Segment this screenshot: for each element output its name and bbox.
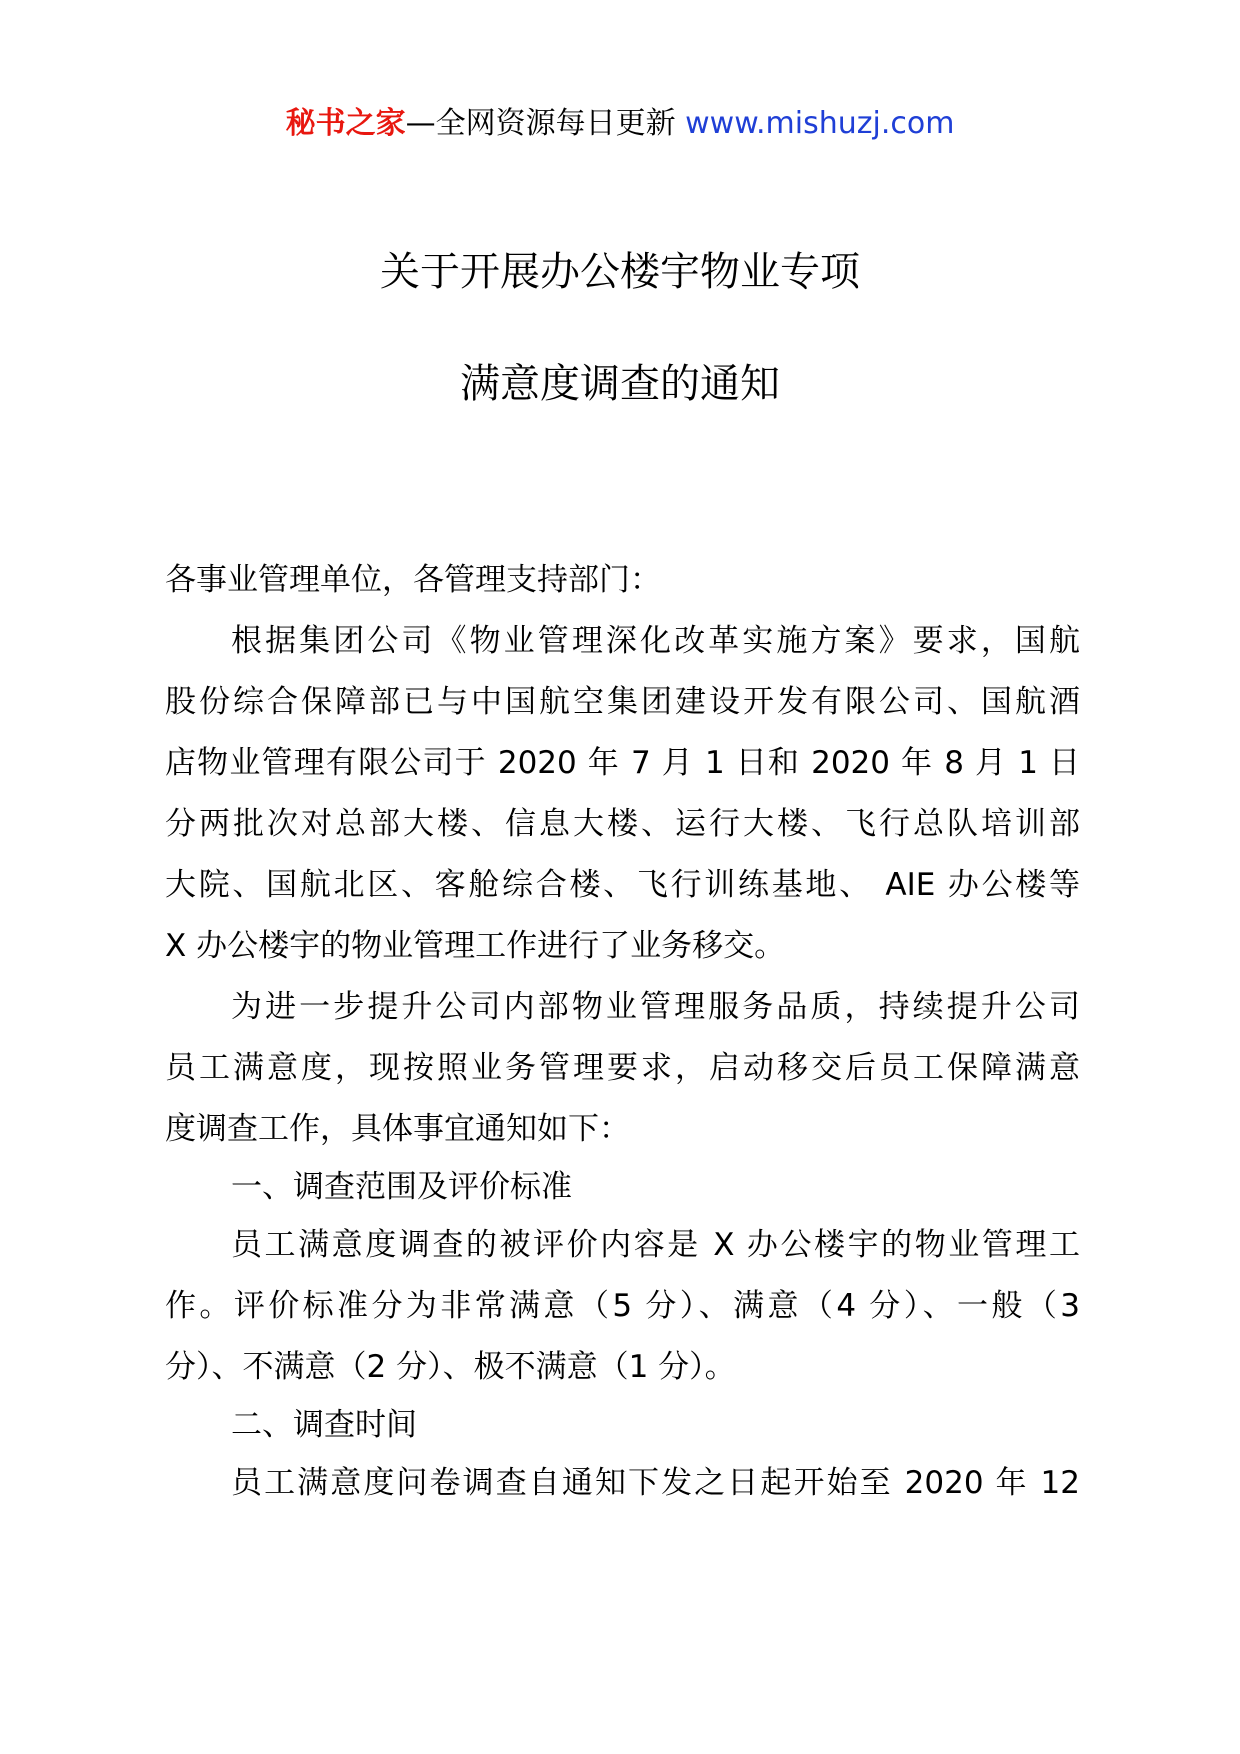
document-body [165, 550, 1080, 1514]
paragraph-line: 员工满意度调查的被评价内容是 X 办公楼宇的物业管理工 [231, 1227, 1080, 1263]
document-title-line-2: 满意度调查的通知 [460, 361, 780, 407]
site-url-link[interactable]: www.mishuzj.com [685, 106, 955, 141]
paragraph-line: 分）、不满意（2 分）、极不满意（1 分）。 [165, 1349, 736, 1385]
document-title-line-1: 关于开展办公楼宇物业专项 [380, 249, 860, 295]
paragraph-line: 分两批次对总部大楼、信息大楼、运行大楼、飞行总队培训部 [165, 806, 1080, 842]
section-heading-2: 二、调查时间 [231, 1407, 417, 1443]
paragraph-line: X 办公楼宇的物业管理工作进行了业务移交。 [165, 928, 786, 964]
paragraph-line: 大院、国航北区、客舱综合楼、飞行训练基地、 AIE 办公楼等 [165, 867, 1080, 903]
paragraph-line: 根据集团公司《物业管理深化改革实施方案》要求，国航 [231, 623, 1080, 659]
section-heading-1: 一、调查范围及评价标准 [231, 1169, 572, 1205]
header-tagline: —全网资源每日更新 [405, 106, 686, 141]
paragraph-line: 员工满意度，现按照业务管理要求，启动移交后员工保障满意 [165, 1050, 1080, 1086]
site-header [0, 104, 1240, 144]
salutation: 各事业管理单位，各管理支持部门： [165, 562, 661, 598]
paragraph-line: 股份综合保障部已与中国航空集团建设开发有限公司、国航酒 [165, 684, 1080, 720]
paragraph-line: 为进一步提升公司内部物业管理服务品质，持续提升公司 [231, 989, 1080, 1025]
paragraph-line: 度调查工作，具体事宜通知如下： [165, 1111, 630, 1147]
brand-name: 秘书之家 [285, 106, 406, 141]
paragraph-line: 员工满意度问卷调查自通知下发之日起开始至 2020 年 12 [231, 1465, 1080, 1501]
paragraph-line: 店物业管理有限公司于 2020 年 7 月 1 日和 2020 年 8 月 1 日 [165, 745, 1080, 781]
paragraph-line: 作。评价标准分为非常满意（5 分）、满意（4 分）、一般（3 [165, 1288, 1080, 1324]
